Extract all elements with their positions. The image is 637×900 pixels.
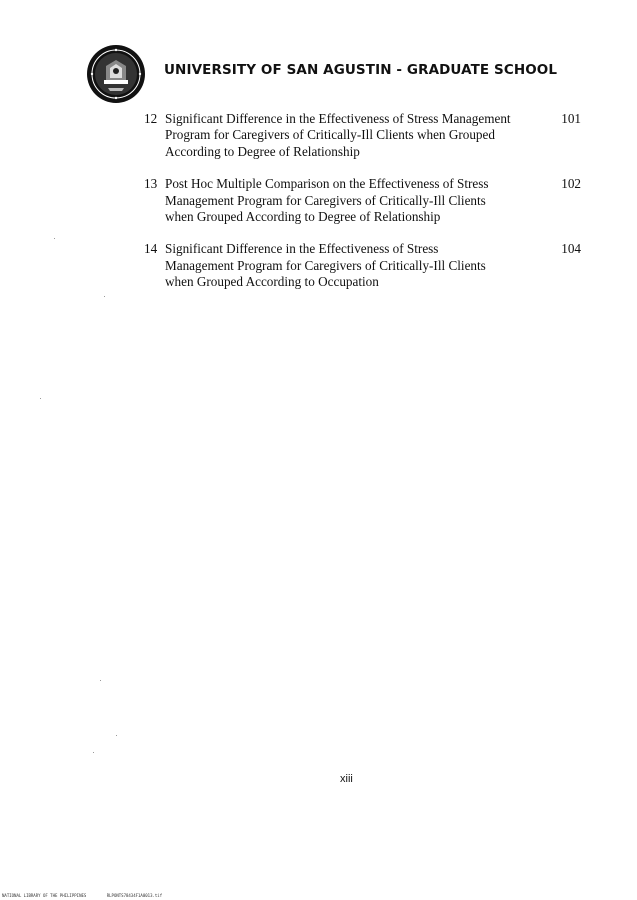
scan-footer [2, 893, 180, 898]
caption-line: Post Hoc Multiple Comparison on the Effectiveness of Stress [165, 176, 489, 192]
university-seal-icon [86, 44, 146, 104]
caption-line: According to Degree of Relationship [165, 143, 360, 159]
caption-line: when Grouped According to Occupation [165, 274, 379, 290]
page-reference: 101 [561, 111, 581, 126]
caption-line: Management Program for Caregivers of Critically-Ill Clients [165, 257, 486, 273]
table-number: 12 [144, 111, 158, 126]
caption-line: Program for Caregivers of Critically-Ill Clients when Grouped [165, 127, 495, 143]
scan-speck [93, 752, 94, 753]
table-number: 14 [144, 241, 158, 257]
institution-title: UNIVERSITY OF SAN AGUSTIN - GRADUATE SCHOOL [164, 62, 558, 78]
list-item [144, 176, 590, 225]
scan-speck [54, 238, 55, 239]
list-item [144, 241, 590, 290]
page-reference: 102 [561, 176, 581, 192]
document-header [86, 44, 606, 104]
scan-speck [40, 398, 41, 399]
scan-speck [104, 296, 105, 297]
footer-filename: RLPONTS78434F1A0013.tif [106, 893, 163, 898]
table-caption [165, 176, 525, 225]
table-caption [165, 111, 525, 160]
footer-library: NATIONAL LIBRARY OF THE PHILIPPINES [2, 893, 87, 898]
page-reference: 104 [561, 241, 581, 257]
scan-speck [116, 735, 117, 736]
table-caption [165, 241, 525, 290]
table-number: 13 [144, 176, 158, 192]
page-number: xiii [340, 773, 353, 785]
caption-line: Management Program for Caregivers of Critically-Ill Clients [165, 192, 486, 208]
caption-line: Significant Difference in the Effectiveness of Stress Management [165, 111, 511, 126]
scan-speck [100, 680, 101, 681]
caption-line: when Grouped According to Degree of Relationship [165, 209, 441, 225]
list-item [144, 111, 590, 160]
caption-line: Significant Difference in the Effectiveness of Stress [165, 241, 439, 257]
table-list [144, 111, 590, 307]
